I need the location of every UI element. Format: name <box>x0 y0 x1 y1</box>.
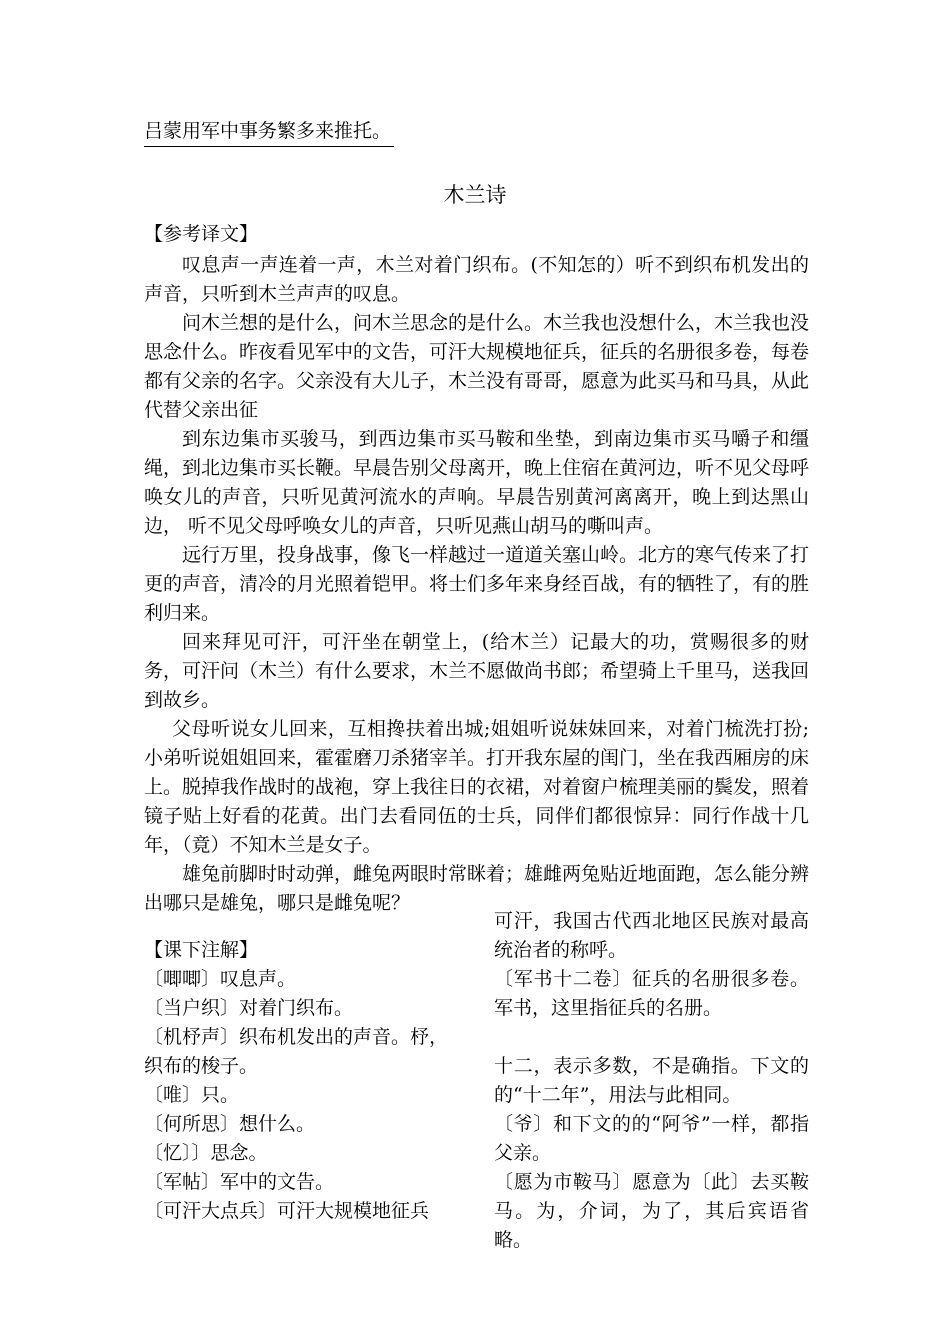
notes-left-column <box>144 965 452 1226</box>
translation-paragraph: 远行万里，投身战事，像飞一样越过一道道关塞山岭。北方的寒气传来了打更的声音，清冷的月光照着铠甲。将士们多年来身经百战，有的牺牲了，有的胜利归来。 <box>144 544 810 624</box>
note-item: 〔爷〕和下文的的“阿爷”一样，都指父亲。 <box>494 1113 809 1164</box>
note-item: 〔何所思〕想什么。 <box>144 1113 316 1135</box>
note-item: 〔愿为市鞍马〕愿意为〔此〕去买鞍马。为，介词，为了，其后宾语省略。 <box>494 1171 809 1251</box>
note-item: 〔机杼声〕织布机发出的声音。杼，织布的梭子。 <box>144 1026 449 1077</box>
note-item: 〔忆〕〕思念。 <box>144 1142 268 1164</box>
note-item: 十二，表示多数，不是确指。下文的的“十二年”，用法与此相同。 <box>494 1055 809 1106</box>
translation-paragraph: 父母听说女儿回来，互相搀扶着出城;姐姐听说妹妹回来，对着门梳洗打扮;小弟听说姐姐回来，霍霍磨刀杀猪宰羊。打开我东屋的闺门，坐在我西厢房的床上。脱掉我作战时的战袍，穿上我往日的衣裙，对着窗户梳理美丽的鬓发，照着镜子贴上好看的花黄。出门去看同伍的士兵，同伴们都很惊异：同行作战十几年，（竟）不知木兰是女子。 <box>144 718 810 856</box>
note-spacer <box>494 1023 809 1052</box>
notes-label: 【课下注解】 <box>144 939 259 961</box>
translation-paragraph: 回来拜见可汗，可汗坐在朝堂上，(给木兰）记最大的功，赏赐很多的财务，可汗问（木兰）有什么要求，木兰不愿做尚书郎；希望骑上千里马，送我回到故乡。 <box>144 631 810 711</box>
translation-body <box>144 251 809 918</box>
translation-paragraph: 雄兔前脚时时动弹，雌兔两眼时常眯着；雄雌两兔贴近地面跑，怎么能分辨出哪只是雄兔，哪只是雌兔呢？ <box>144 863 810 914</box>
previous-section-last-line: 吕蒙用军中事务繁多来推托。 <box>144 117 394 147</box>
translation-paragraph: 叹息声一声连着一声，木兰对着门织布。(不知怎的）听不到织布机发出的声音，只听到木兰声声的叹息。 <box>144 254 809 305</box>
note-item: 〔军书十二卷〕征兵的名册很多卷。军书，这里指征兵的名册。 <box>494 968 809 1019</box>
note-item: 〔唧唧〕叹息声。 <box>144 968 297 990</box>
poem-title: 木兰诗 <box>443 183 507 207</box>
translation-label: 【参考译文】 <box>144 223 259 245</box>
note-item: 〔可汗大点兵〕可汗大规模地征兵 <box>144 1200 430 1222</box>
note-item: 〔唯〕只。 <box>144 1084 240 1106</box>
note-item: 可汗，我国古代西北地区民族对最高统治者的称呼。 <box>494 910 809 961</box>
notes-right-column <box>494 907 809 1255</box>
note-item: 〔当户织〕对着门织布。 <box>144 997 354 1019</box>
note-item: 〔军帖〕军中的文告。 <box>144 1171 335 1193</box>
translation-paragraph: 到东边集市买骏马，到西边集市买马鞍和坐垫，到南边集市买马嚼子和缰绳，到北边集市买长鞭。早晨告别父母离开，晚上住宿在黄河边，听不见父母呼唤女儿的声音，只听见黄河流水的声响。早晨告别黄河离离开，晚上到达黑山边， 听不见父母呼唤女儿的声音，只听见燕山胡马的嘶叫声。 <box>144 428 810 537</box>
translation-paragraph: 问木兰想的是什么，问木兰思念的是什么。木兰我也没想什么，木兰我也没思念什么。昨夜看见军中的文告，可汗大规模地征兵，征兵的名册很多卷，每卷都有父亲的名字。父亲没有大儿子，木兰没有哥哥，愿意为此买马和马具，从此代替父亲出征 <box>144 312 810 421</box>
